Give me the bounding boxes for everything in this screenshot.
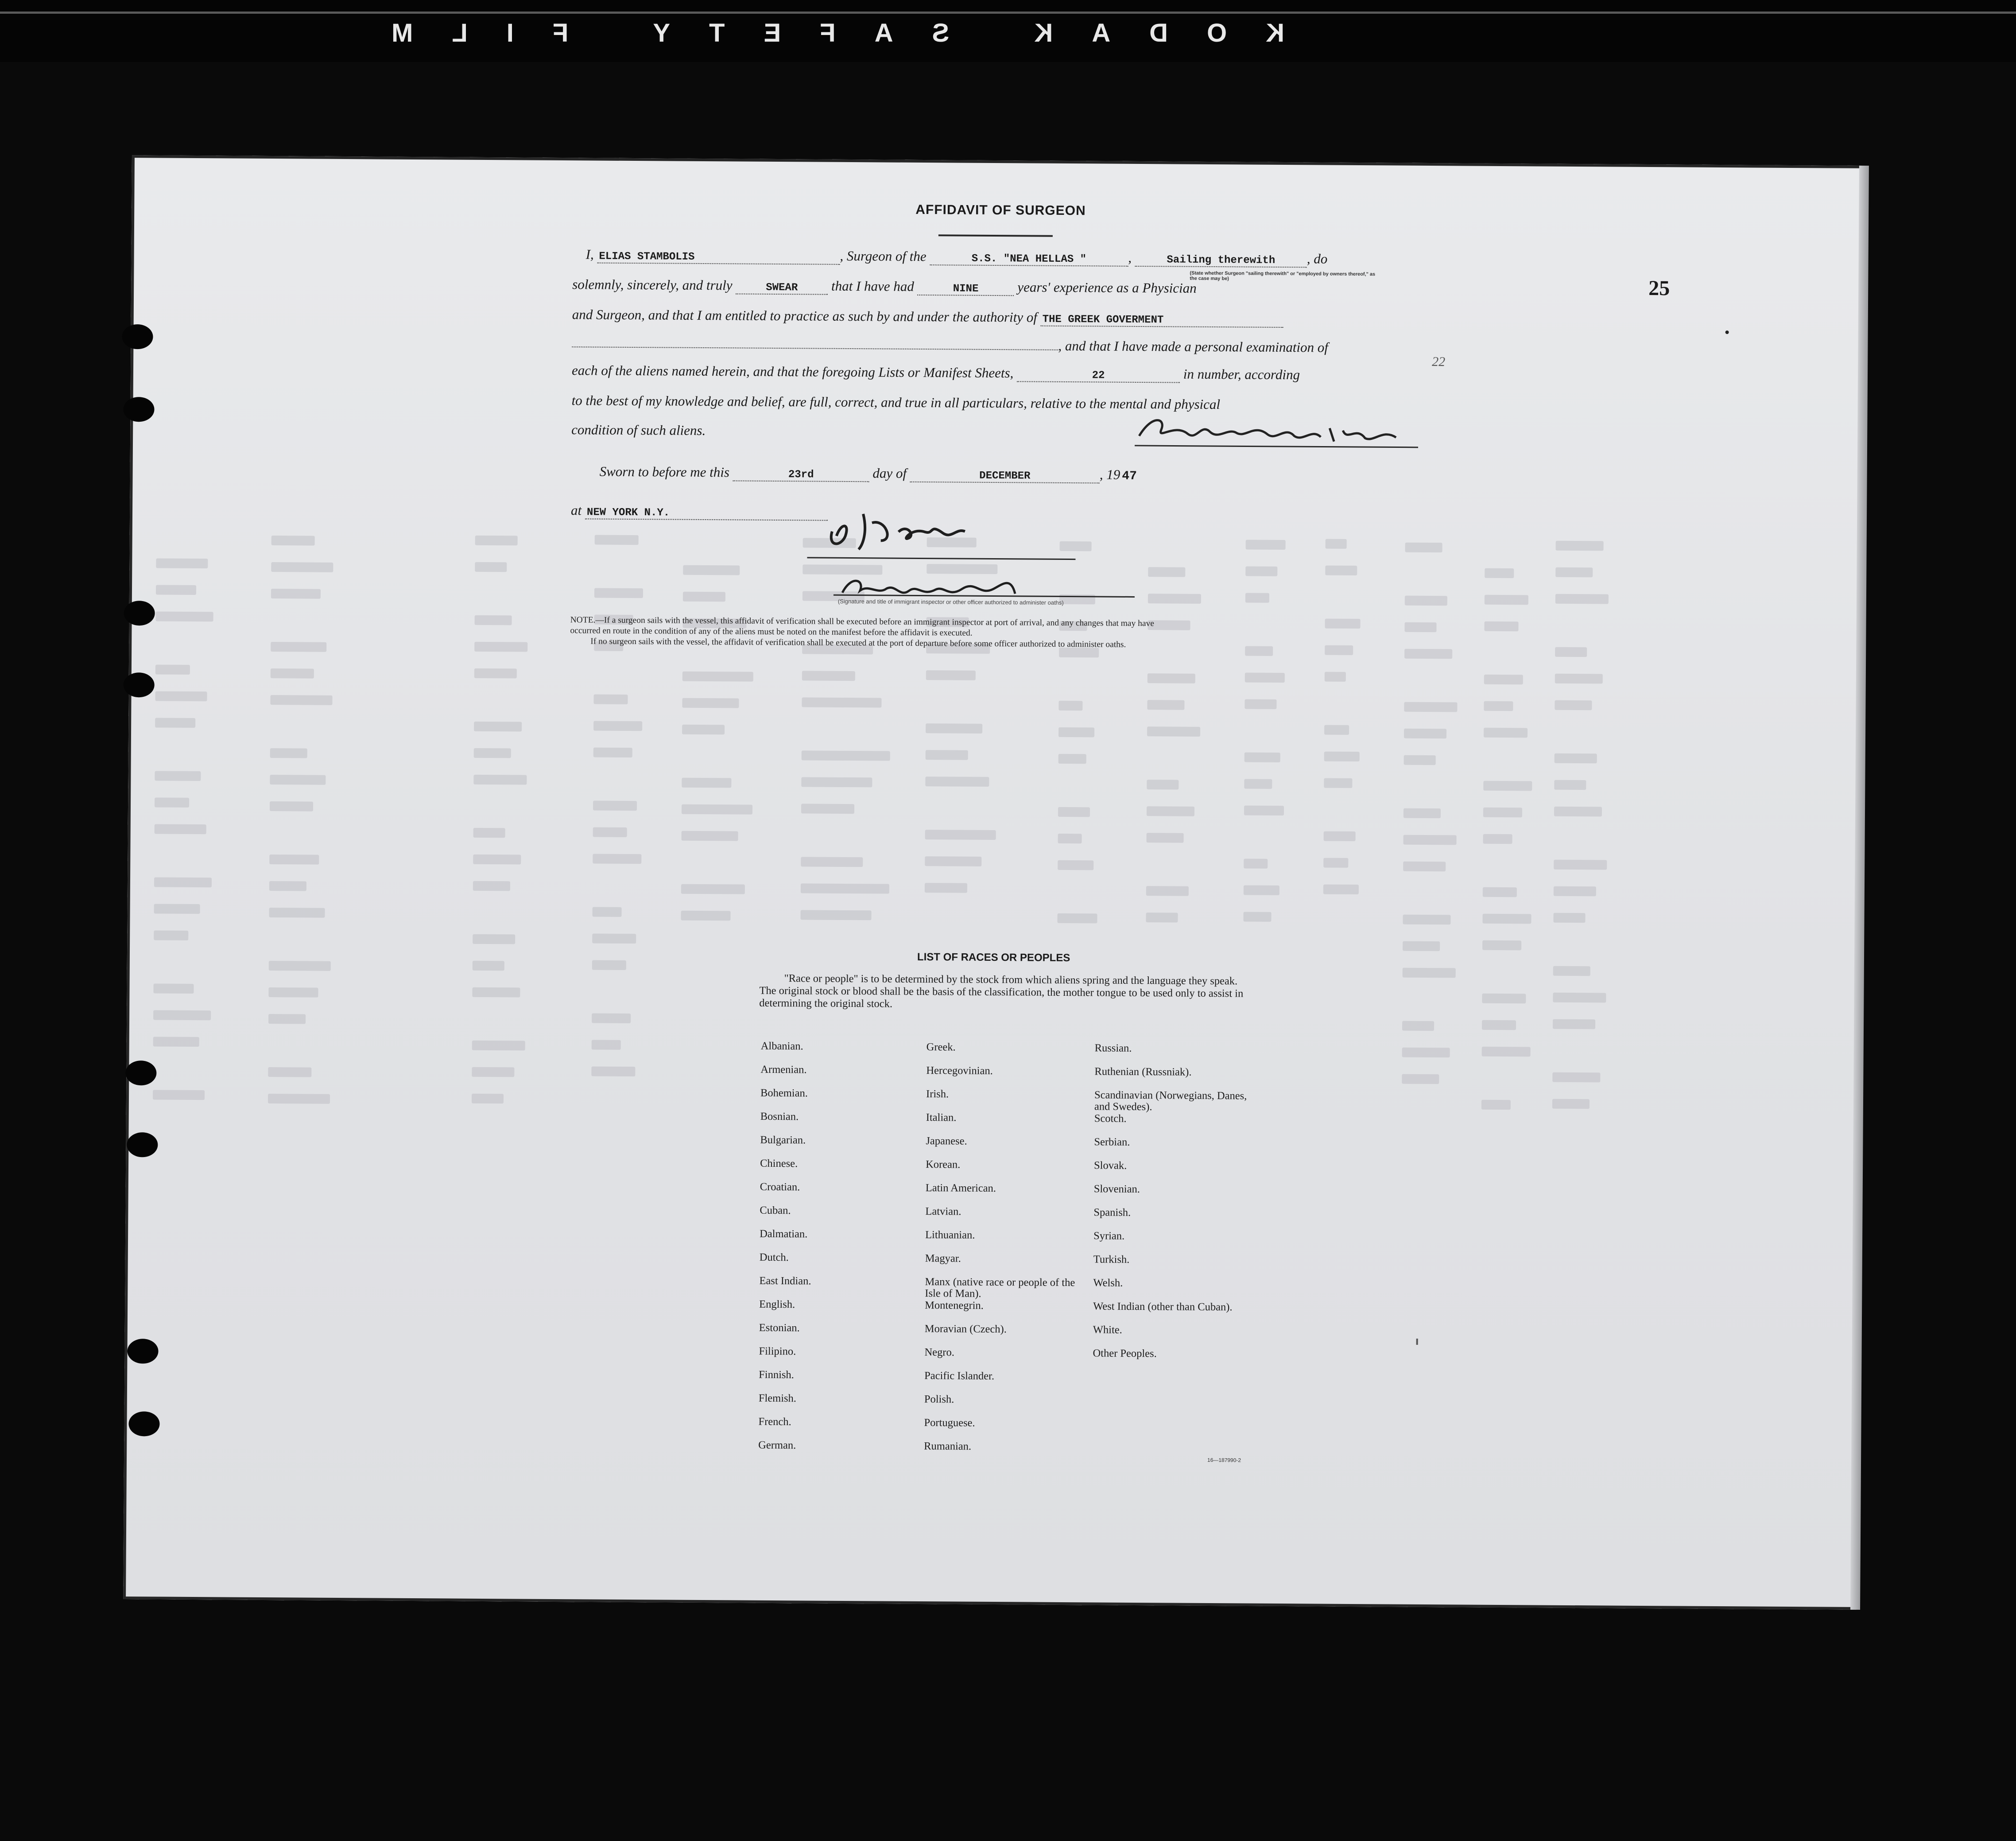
bleed-through-mark	[1483, 887, 1517, 897]
bleed-through-mark	[1323, 858, 1348, 868]
bleed-through-mark	[473, 854, 521, 865]
bleed-through-mark	[592, 933, 636, 944]
bleed-through-mark	[1244, 699, 1276, 709]
vessel-field: S.S. "NEA HELLAS "	[930, 252, 1128, 267]
bleed-through-mark	[1057, 913, 1097, 924]
ink-mark	[1416, 1339, 1418, 1345]
races-column-c	[1093, 1042, 1254, 1372]
race-item: Bohemian.	[760, 1087, 808, 1099]
bleed-through-mark	[682, 804, 752, 815]
race-item: Chinese.	[760, 1157, 798, 1170]
race-item: Russian.	[1094, 1042, 1132, 1054]
film-edge-text: KODAK SAFETY FILM	[353, 19, 1284, 47]
bleed-through-mark	[156, 585, 196, 595]
race-item: Scotch.	[1094, 1112, 1127, 1125]
bleed-through-mark	[1481, 1100, 1511, 1110]
bleed-through-mark	[801, 777, 872, 787]
bleed-through-mark	[925, 856, 981, 866]
sheets-field: 22	[1017, 369, 1180, 383]
affidavit-text: that I have had	[831, 278, 914, 294]
bleed-through-mark	[271, 589, 321, 599]
bleed-through-mark	[268, 1094, 330, 1104]
bleed-through-mark	[592, 960, 626, 970]
bleed-through-mark	[270, 748, 307, 758]
race-item: French.	[758, 1415, 791, 1428]
bleed-through-mark	[1058, 807, 1090, 817]
bleed-through-mark	[926, 670, 976, 680]
bleed-through-mark	[475, 536, 518, 546]
authority-field: THE GREEK GOVERMENT	[1041, 314, 1283, 328]
races-column-a	[758, 1041, 920, 1464]
bleed-through-mark	[154, 930, 188, 940]
bleed-through-mark	[270, 775, 326, 785]
bleed-through-mark	[1243, 912, 1271, 921]
bleed-through-mark	[474, 668, 517, 679]
affidavit-body	[571, 246, 1427, 438]
bleed-through-mark	[1403, 941, 1440, 952]
bleed-through-mark	[1058, 727, 1094, 737]
race-item: Other Peoples.	[1093, 1347, 1157, 1360]
race-item: Magyar.	[925, 1252, 961, 1265]
bleed-through-mark	[475, 615, 512, 625]
bleed-through-mark	[801, 857, 863, 867]
bleed-through-mark	[1325, 566, 1357, 575]
bleed-through-mark	[593, 907, 622, 917]
bleed-through-mark	[1323, 885, 1359, 894]
bleed-through-mark	[153, 1090, 205, 1100]
bleed-through-mark	[594, 588, 643, 598]
surgeon-name-field: ELIAS STAMBOLIS	[597, 251, 840, 265]
race-item: Rumanian.	[924, 1440, 972, 1453]
bleed-through-mark	[153, 1010, 211, 1020]
race-item: German.	[758, 1439, 796, 1452]
bleed-through-mark	[802, 697, 881, 707]
sworn-place-field: NEW YORK N.Y.	[585, 506, 828, 520]
bleed-through-mark	[593, 747, 632, 757]
bleed-through-mark	[1245, 566, 1277, 576]
bleed-through-mark	[1555, 567, 1593, 578]
bleed-through-mark	[268, 1014, 306, 1024]
bleed-through-mark	[1482, 914, 1531, 924]
affidavit-line-7	[571, 422, 706, 439]
bleed-through-mark	[591, 1066, 635, 1076]
bleed-through-mark	[925, 777, 989, 787]
bleed-through-mark	[1403, 862, 1446, 872]
bleed-through-mark	[682, 725, 725, 735]
bleed-through-mark	[801, 804, 854, 814]
bleed-through-mark	[155, 797, 189, 807]
affidavit-text: to the best of my knowledge and belief, are full, correct, and true in all particulars, relative to the mental and physical	[571, 392, 1221, 412]
bleed-through-mark	[1244, 885, 1279, 895]
verification-note	[570, 615, 1425, 652]
bleed-through-mark	[155, 664, 190, 674]
bleed-through-mark	[593, 694, 628, 704]
manifest-page	[123, 155, 1863, 1610]
race-item: Japanese.	[926, 1135, 967, 1147]
race-item: Irish.	[926, 1088, 949, 1100]
race-item: Manx (native race or people of the Isle of Man).	[925, 1276, 1075, 1300]
race-item: Serbian.	[1094, 1136, 1130, 1148]
bleed-through-mark	[474, 642, 527, 652]
bleed-through-mark	[1245, 593, 1269, 602]
bleed-through-mark	[1483, 834, 1512, 844]
bleed-through-mark	[156, 611, 213, 621]
bleed-through-mark	[1484, 621, 1518, 631]
bleed-through-mark	[154, 904, 200, 914]
races-title: LIST OF RACES OR PEOPLES	[917, 951, 1070, 964]
bleed-through-mark	[473, 828, 505, 838]
bleed-through-mark	[270, 801, 313, 812]
bleed-through-mark	[1244, 752, 1280, 762]
bleed-through-mark	[683, 592, 725, 602]
oath-field: SWEAR	[736, 281, 828, 295]
bleed-through-mark	[925, 830, 996, 840]
note-line: If no surgeon sails with the vessel, the affidavit of verification shall be executed at the port of departure before some officer authorized to administer oaths.	[590, 637, 1126, 649]
race-item: East Indian.	[759, 1274, 811, 1287]
race-item: Greek.	[926, 1041, 956, 1053]
race-item: Syrian.	[1093, 1230, 1125, 1242]
bleed-through-mark	[1554, 807, 1602, 817]
race-item: Negro.	[924, 1346, 954, 1359]
bleed-through-mark	[1245, 672, 1285, 683]
bleed-through-mark	[1553, 1019, 1595, 1029]
bleed-through-mark	[1146, 913, 1178, 922]
race-item: Scandinavian (Norwegians, Danes, and Swedes).	[1094, 1089, 1247, 1113]
bleed-through-mark	[1402, 1021, 1434, 1031]
bleed-through-mark	[269, 854, 319, 865]
race-item: Portuguese.	[924, 1417, 975, 1429]
bleed-through-mark	[1147, 700, 1184, 710]
bleed-through-mark	[1244, 779, 1272, 788]
race-item: Armenian.	[760, 1063, 807, 1076]
race-item: Polish.	[924, 1393, 954, 1406]
race-item: Finnish.	[759, 1368, 794, 1381]
bleed-through-mark	[155, 691, 207, 701]
race-item: Montenegrin.	[925, 1299, 984, 1312]
race-item: Estonian.	[759, 1321, 800, 1334]
bleed-through-mark	[593, 800, 637, 811]
affidavit-text: , Surgeon of the	[840, 248, 927, 264]
bleed-through-mark	[1555, 594, 1609, 604]
bleed-through-mark	[269, 908, 325, 918]
affidavit-text: , and that I have made a personal examination of	[1058, 338, 1329, 355]
bleed-through-mark	[1058, 860, 1093, 870]
race-item: Slovak.	[1094, 1159, 1127, 1172]
bleed-through-mark	[593, 827, 627, 837]
sworn-text: at	[571, 502, 582, 518]
affidavit-text: I,	[585, 246, 594, 262]
sworn-day-field: 23rd	[733, 468, 869, 482]
bleed-through-mark	[1148, 673, 1195, 684]
bleed-through-mark	[1553, 913, 1585, 923]
bleed-through-mark	[472, 1041, 525, 1051]
officer-signature	[796, 505, 1045, 557]
bleed-through-mark	[593, 721, 642, 731]
bleed-through-mark	[925, 883, 967, 893]
bleed-through-mark	[1147, 726, 1200, 737]
race-item: Dalmatian.	[760, 1227, 808, 1240]
bleed-through-mark	[1244, 805, 1284, 816]
bleed-through-mark	[1552, 1099, 1590, 1109]
bleed-through-mark	[1555, 700, 1592, 711]
bleed-through-mark	[681, 884, 745, 894]
race-item: Italian.	[926, 1111, 957, 1124]
race-item: Latin American.	[925, 1182, 996, 1195]
affidavit-text: and Surgeon, and that I am entitled to practice as such by and under the authority of	[572, 307, 1038, 325]
bleed-through-mark	[268, 1067, 311, 1077]
bleed-through-mark	[1058, 754, 1086, 764]
note-line: occurred en route in the condition of any of the aliens must be noted on the manifest before the affidavit is executed.	[570, 626, 973, 638]
race-item: Pacific Islander.	[924, 1370, 995, 1383]
bleed-through-mark	[1553, 993, 1606, 1003]
bleed-through-mark	[1402, 1074, 1439, 1084]
bleed-through-mark	[268, 987, 318, 998]
bleed-through-mark	[1058, 701, 1082, 711]
race-item: Slovenian.	[1093, 1183, 1140, 1196]
affidavit-text: in number, according	[1183, 366, 1300, 383]
bleed-through-mark	[473, 934, 515, 944]
bleed-through-mark	[1485, 568, 1514, 578]
race-item: Spanish.	[1093, 1206, 1131, 1219]
bleed-through-mark	[1324, 752, 1360, 761]
bleed-through-mark	[1404, 755, 1436, 765]
bleed-through-mark	[1147, 833, 1184, 843]
bleed-through-mark	[269, 881, 306, 891]
bleed-through-mark	[926, 750, 968, 760]
race-item: Korean.	[926, 1158, 961, 1171]
sworn-text: , 19	[1099, 466, 1120, 482]
bleed-through-mark	[1404, 702, 1457, 712]
bleed-through-mark	[1552, 1072, 1600, 1083]
race-item: Bulgarian.	[760, 1134, 806, 1146]
bleed-through-mark	[1147, 780, 1179, 789]
bleed-through-mark	[271, 668, 314, 679]
bleed-through-mark	[1326, 539, 1347, 549]
bleed-through-mark	[1482, 940, 1521, 951]
bleed-through-mark	[153, 1037, 199, 1047]
authority-continuation-field	[572, 346, 1058, 350]
bleed-through-mark	[155, 718, 195, 728]
sworn-place-line	[571, 502, 828, 521]
bleed-through-mark	[800, 910, 871, 920]
bleed-through-mark	[474, 722, 522, 732]
bleed-through-mark	[1148, 594, 1201, 604]
bleed-through-mark	[1147, 806, 1194, 816]
bleed-through-mark	[1244, 858, 1268, 868]
race-item: Filipino.	[759, 1345, 796, 1358]
bleed-through-mark	[593, 854, 641, 864]
bleed-through-mark	[1403, 835, 1457, 845]
sworn-text: day of	[872, 465, 907, 481]
bleed-through-mark	[473, 881, 510, 891]
bleed-through-mark	[269, 961, 331, 971]
bleed-through-mark	[682, 698, 739, 708]
bleed-through-mark	[1484, 675, 1523, 685]
bleed-through-mark	[1324, 778, 1352, 788]
affidavit-line-2	[572, 276, 1197, 297]
affidavit-line-4	[572, 335, 1328, 355]
bleed-through-mark	[1482, 1020, 1516, 1030]
race-item: Welsh.	[1093, 1277, 1123, 1289]
race-item: Latvian.	[925, 1205, 961, 1218]
affidavit-text: , do	[1307, 251, 1328, 267]
affidavit-text: ,	[1128, 249, 1132, 265]
bleed-through-mark	[271, 536, 315, 546]
bleed-through-mark	[1325, 672, 1346, 682]
affidavit-text: condition of such aliens.	[571, 422, 706, 439]
bleed-through-mark	[473, 775, 527, 785]
officer-caption: (Signature and title of immigrant inspector or other officer authorized to administer oaths)	[837, 598, 1064, 606]
sworn-year-field: 47	[1122, 469, 1137, 483]
race-item: Ruthenian (Russniak).	[1094, 1065, 1192, 1078]
race-item: Turkish.	[1093, 1253, 1130, 1266]
bleed-through-mark	[926, 723, 982, 734]
bleed-through-mark	[682, 672, 753, 682]
bleed-through-mark	[1553, 966, 1590, 976]
sworn-line	[600, 464, 1139, 484]
affidavit-line-6	[572, 392, 1221, 412]
bleed-through-mark	[271, 562, 333, 572]
bleed-through-mark	[802, 671, 855, 681]
bleed-through-mark	[1060, 541, 1092, 551]
bleed-through-mark	[1403, 968, 1456, 978]
bleed-through-mark	[271, 642, 326, 652]
bleed-through-mark	[1554, 860, 1607, 870]
bleed-through-mark	[270, 695, 332, 705]
bleed-through-mark	[474, 748, 511, 758]
affidavit-text: each of the aliens named herein, and that the foregoing Lists or Manifest Sheets,	[571, 362, 1014, 381]
bleed-through-mark	[682, 831, 738, 841]
form-number: 16—187990-2	[1207, 1456, 1241, 1464]
bleed-through-mark	[1058, 834, 1082, 843]
race-item: Croatian.	[760, 1181, 800, 1193]
bleed-through-mark	[475, 562, 507, 572]
margin-annotation: 22	[1432, 354, 1446, 369]
bleed-through-mark	[802, 750, 890, 761]
bleed-through-mark	[1482, 994, 1526, 1004]
affidavit-text: years' experience as a Physician	[1017, 279, 1197, 296]
bleed-through-mark	[1402, 1048, 1450, 1058]
bleed-through-mark	[1484, 701, 1513, 711]
surgeon-signature	[1135, 409, 1419, 453]
bleed-through-mark	[1324, 725, 1349, 735]
ink-dot	[1725, 330, 1729, 334]
affidavit-line-3	[572, 307, 1283, 328]
bleed-through-mark	[1484, 728, 1528, 738]
bleed-through-mark	[1404, 729, 1446, 739]
film-edge-strip	[0, 0, 2016, 62]
bleed-through-mark	[472, 987, 520, 998]
bleed-through-mark	[1246, 540, 1286, 550]
bleed-through-mark	[1405, 596, 1447, 606]
race-item: Moravian (Czech).	[924, 1323, 1007, 1336]
bleed-through-mark	[1146, 886, 1189, 896]
bleed-through-mark	[1556, 541, 1604, 551]
page-title: AFFIDAVIT OF SURGEON	[915, 202, 1086, 218]
races-column-b	[924, 1041, 1086, 1465]
bleed-through-mark	[155, 771, 201, 781]
bleed-through-mark	[1482, 1047, 1531, 1057]
bleed-through-mark	[156, 558, 208, 568]
race-item: West Indian (other than Cuban).	[1093, 1300, 1233, 1313]
bleed-through-mark	[1554, 886, 1596, 897]
sworn-month-field: DECEMBER	[910, 470, 1100, 484]
race-item: Albanian.	[760, 1040, 803, 1053]
race-item: Cuban.	[760, 1204, 791, 1217]
bleed-through-mark	[1554, 780, 1586, 790]
bleed-through-mark	[1555, 647, 1587, 657]
page-number: 25	[1648, 276, 1670, 300]
bleed-through-mark	[154, 877, 212, 887]
bleed-through-mark	[1324, 831, 1356, 841]
bleed-through-mark	[681, 911, 730, 921]
bleed-through-mark	[472, 1067, 514, 1077]
affidavit-text: solemnly, sincerely, and truly	[572, 276, 733, 293]
bleed-through-mark	[682, 778, 731, 788]
bleed-through-mark	[472, 1094, 504, 1103]
bleed-through-mark	[153, 983, 194, 994]
bleed-through-mark	[155, 824, 206, 834]
note-line: NOTE.—If a surgeon sails with the vessel, this affidavit of verification shall be executed before an immigrant inspector at port of arrival, and any changes that may have	[570, 615, 1154, 629]
bleed-through-mark	[1403, 915, 1450, 925]
bleed-through-mark	[1555, 753, 1597, 764]
bleed-through-mark	[1483, 808, 1522, 818]
bleed-through-mark	[595, 535, 639, 545]
race-item: Lithuanian.	[925, 1229, 975, 1241]
bleed-through-mark	[1485, 595, 1528, 605]
race-item: Hercegovinian.	[926, 1064, 993, 1077]
bleed-through-mark	[1405, 543, 1442, 553]
bleed-through-mark	[801, 883, 889, 893]
affidavit-line-5	[572, 362, 1300, 384]
role-field: Sailing therewith	[1135, 254, 1307, 268]
bleed-through-mark	[683, 565, 740, 575]
film-edge-line	[0, 12, 2016, 14]
bleed-through-mark	[1148, 567, 1185, 577]
race-item: White.	[1093, 1324, 1122, 1336]
race-item: Dutch.	[759, 1251, 789, 1264]
years-field: NINE	[917, 283, 1014, 296]
sworn-text: Sworn to before me this	[599, 463, 730, 480]
race-item: English.	[759, 1298, 795, 1311]
bleed-through-mark	[592, 1040, 621, 1049]
bleed-through-mark	[1483, 781, 1532, 791]
races-intro: "Race or people" is to be determined by the stock from which aliens spring and the language they speak. The original stock or blood shall be the basis of the classification, the mother tongue to be used only to assist in determining the original stock.	[759, 972, 1244, 1010]
race-item: Bosnian.	[760, 1110, 799, 1123]
race-item: Flemish.	[758, 1392, 797, 1405]
bleed-through-mark	[1403, 808, 1441, 819]
role-field-note: (State whether Surgeon "sailing therewith" or "employed by owners thereof," as the case may be)	[1190, 270, 1376, 282]
bleed-through-mark	[592, 1013, 631, 1023]
bleed-through-mark	[473, 961, 504, 971]
bleed-through-mark	[1555, 674, 1603, 684]
